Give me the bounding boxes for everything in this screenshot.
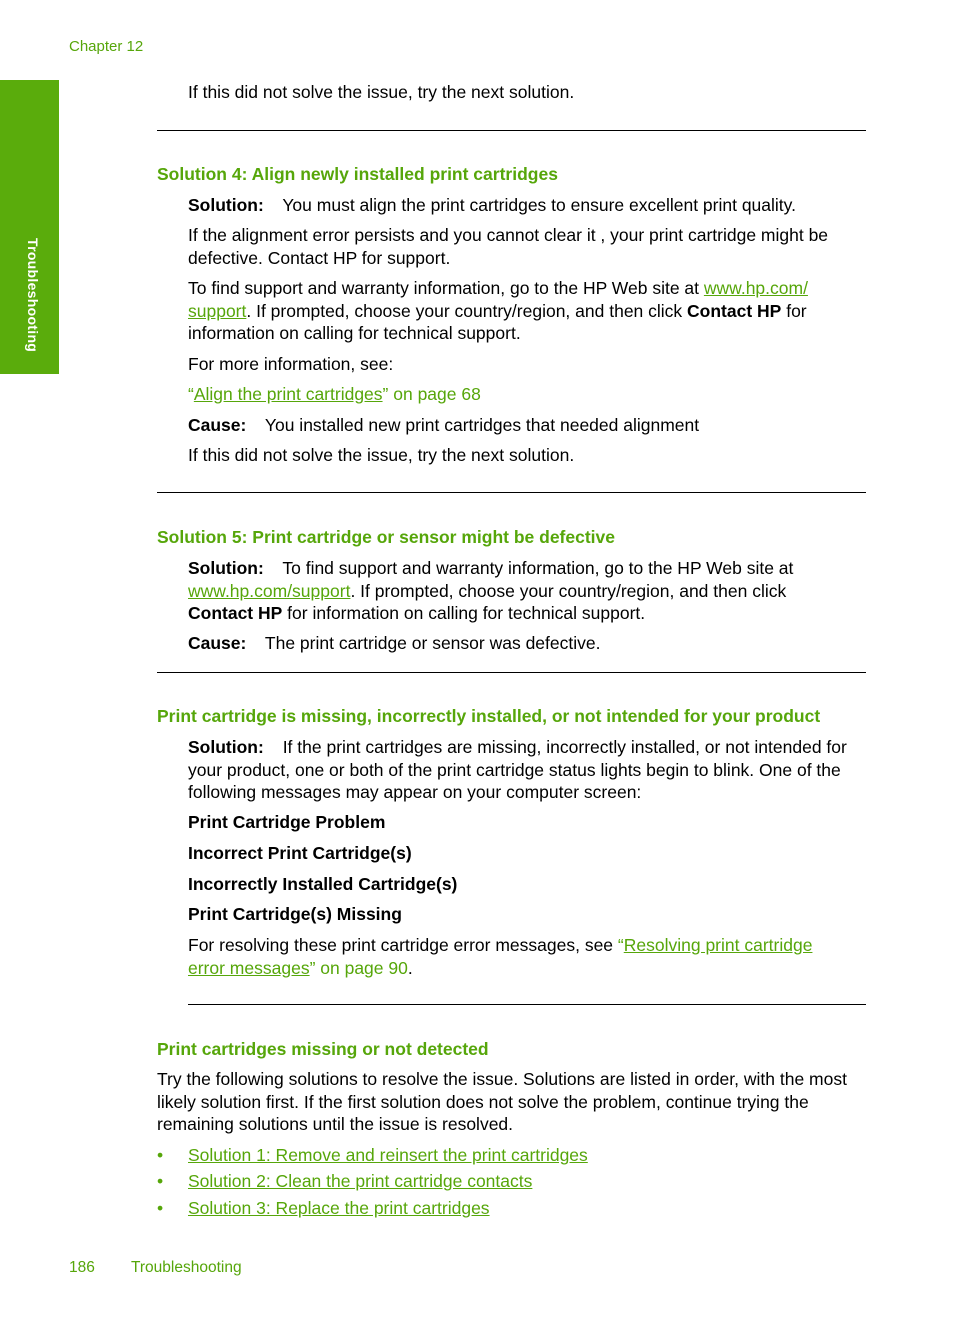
hp-support-link-part2[interactable]: support xyxy=(188,300,247,321)
message-print-cartridge-problem: Print Cartridge Problem xyxy=(188,812,386,832)
solution-text: You must align the print cartridges to ensure excellent print quality. xyxy=(282,195,796,215)
resolve-period: . xyxy=(407,957,413,978)
divider xyxy=(157,130,866,131)
resolving-errors-link-part1[interactable]: Resolving print cartridge xyxy=(623,935,813,955)
missing-solution-text: If the print cartridges are missing, incorrectly installed, or not intended for your product, one or both of the print cartridge status lights begin to blink. One of the following messages may appear on your computer screen: xyxy=(188,737,847,802)
solution-5-heading: Solution 5: Print cartridge or sensor might be defective xyxy=(157,527,615,547)
resolve-messages-ref xyxy=(188,934,868,979)
not-detected-heading: Print cartridges missing or not detected xyxy=(157,1039,489,1059)
p3-text-a: To find support and warranty information, go to the HP Web site at xyxy=(188,278,704,298)
hp-support-link-part1[interactable]: www.hp.com/ xyxy=(703,278,808,298)
chapter-header: Chapter 12 xyxy=(69,38,144,55)
s5-text-c: for information on calling for technical support. xyxy=(282,603,646,623)
message-incorrect-print-cartridge: Incorrect Print Cartridge(s) xyxy=(188,843,412,863)
solution-4-paragraph-2: If the alignment error persists and you cannot clear it , your print cartridge might be defective. Contact HP for support. xyxy=(188,225,829,268)
solution-label: Solution: xyxy=(188,737,264,757)
page-number: 186 xyxy=(69,1259,95,1276)
solution-5-cause xyxy=(188,632,868,655)
solution-label: Solution: xyxy=(188,195,264,215)
p3-contact-hp: Contact HP xyxy=(687,300,782,321)
message-incorrectly-installed: Incorrectly Installed Cartridge(s) xyxy=(188,874,458,894)
ref-page: ” on page 68 xyxy=(382,384,481,404)
resolve-page: ” on page 90 xyxy=(309,957,408,978)
side-tab-label: Troubleshooting xyxy=(25,238,41,353)
s5-contact-hp: Contact HP xyxy=(188,603,283,623)
solution-2-link[interactable]: Solution 2: Clean the print cartridge contacts xyxy=(188,1171,533,1191)
p3-text-c: for information on calling for technical support. xyxy=(188,300,807,343)
footer-section: Troubleshooting xyxy=(131,1259,242,1276)
solution-3-link[interactable]: Solution 3: Replace the print cartridges xyxy=(188,1198,490,1218)
resolve-text: For resolving these print cartridge error messages, see xyxy=(188,935,618,955)
bullet-icon: • xyxy=(157,1145,164,1165)
resolve-open-quote: “ xyxy=(617,935,624,955)
more-info: For more information, see: xyxy=(188,354,394,374)
resolving-errors-link-part2[interactable]: error messages xyxy=(188,957,310,978)
cause-label: Cause: xyxy=(188,633,247,653)
p3-text-b: . If prompted, choose your country/region, and then click xyxy=(246,300,688,321)
divider xyxy=(157,672,866,673)
divider xyxy=(157,492,866,493)
solution-4-heading: Solution 4: Align newly installed print cartridges xyxy=(157,164,558,184)
solution-4-cause xyxy=(188,414,868,437)
align-cartridges-link[interactable]: Align the print cartridges xyxy=(193,384,383,404)
intro-next-solution: If this did not solve the issue, try the next solution. xyxy=(188,82,575,102)
missing-solution xyxy=(188,736,868,804)
hp-support-link[interactable]: www.hp.com/support xyxy=(188,580,351,601)
bullet-icon: • xyxy=(157,1171,164,1191)
s5-text-b: . If prompted, choose your country/region, and then click xyxy=(350,580,787,601)
cause-label: Cause: xyxy=(188,415,247,435)
bullet-icon: • xyxy=(157,1198,164,1218)
cause-text: You installed new print cartridges that needed alignment xyxy=(264,415,700,435)
solution-5-solution xyxy=(188,557,868,625)
align-cartridges-ref xyxy=(188,383,868,406)
solution-4-next: If this did not solve the issue, try the next solution. xyxy=(188,445,575,465)
ref-open-quote: “ xyxy=(188,384,194,404)
not-detected-intro: Try the following solutions to resolve the issue. Solutions are listed in order, with the most likely solution first. If the first solution does not solve the problem, continue trying the remaining solutions until the issue is resolved. xyxy=(157,1069,847,1134)
s5-text-a: To find support and warranty information, go to the HP Web site at xyxy=(282,558,794,578)
divider xyxy=(188,1004,866,1005)
solution-1-link[interactable]: Solution 1: Remove and reinsert the print cartridges xyxy=(188,1145,588,1165)
cause-text: The print cartridge or sensor was defective. xyxy=(264,633,601,653)
message-cartridge-missing: Print Cartridge(s) Missing xyxy=(188,904,402,924)
solution-label: Solution: xyxy=(188,558,264,578)
solution-4-paragraph-3 xyxy=(188,277,868,345)
missing-cartridge-heading: Print cartridge is missing, incorrectly installed, or not intended for your product xyxy=(157,706,821,726)
solution-4-solution xyxy=(188,194,868,217)
